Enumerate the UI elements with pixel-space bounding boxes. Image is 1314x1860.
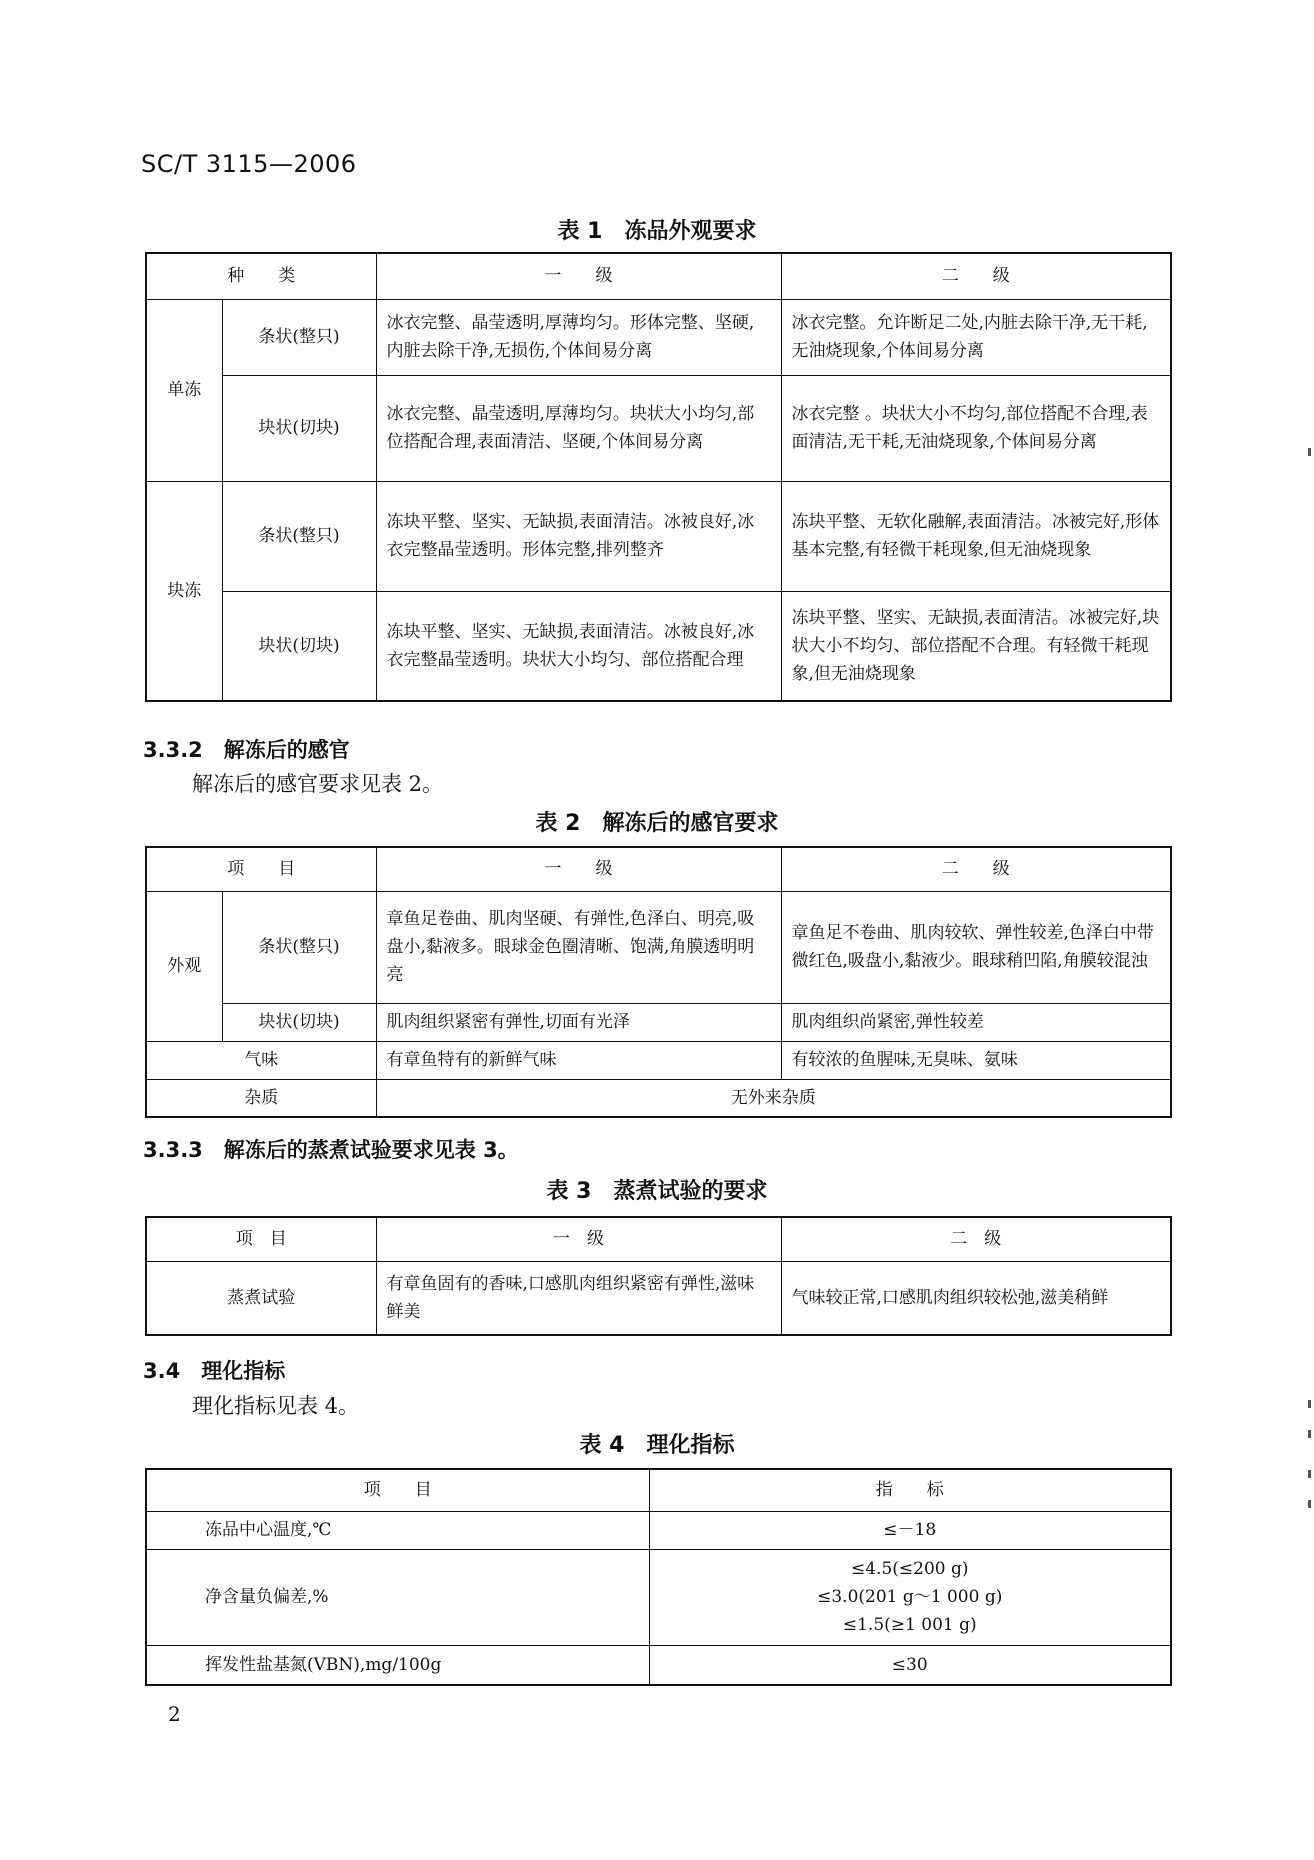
table4 xyxy=(145,1468,1172,1686)
table4-row-temp-value: ≤－18 xyxy=(649,1511,1171,1549)
table1-single-block-g2: 冰衣完整 。块状大小不均匀,部位搭配不合理,表面清洁,无干耗,无油烧现象,个体间易分离 xyxy=(781,375,1171,481)
table4-row-vbn-label: 挥发性盐基氮(VBN),mg/100g xyxy=(146,1645,649,1685)
scan-mark xyxy=(1308,1400,1311,1408)
table2-odor-g1: 有章鱼特有的新鲜气味 xyxy=(376,1041,781,1079)
table1-bulk-block-g1: 冻块平整、坚实、无缺损,表面清洁。冰被良好,冰衣完整晶莹透明。块状大小均匀、部位搭配合理 xyxy=(376,591,781,701)
table2-impurity-value: 无外来杂质 xyxy=(376,1079,1171,1117)
table2-block-g1: 肌肉组织紧密有弹性,切面有光泽 xyxy=(376,1003,781,1041)
table2-block-g2: 肌肉组织尚紧密,弹性较差 xyxy=(781,1003,1171,1041)
table2-strip-label: 条状(整只) xyxy=(222,891,376,1003)
table3 xyxy=(145,1216,1172,1336)
scan-mark xyxy=(1308,448,1311,456)
table1-head-grade2: 二 级 xyxy=(781,253,1171,299)
scan-mark xyxy=(1308,1430,1311,1438)
table1-single-strip-g1: 冰衣完整、晶莹透明,厚薄均匀。形体完整、坚硬,内脏去除干净,无损伤,个体间易分离 xyxy=(376,299,781,375)
standard-code: SC/T 3115—2006 xyxy=(141,150,357,178)
section-3-4-title: 3.4 理化指标 xyxy=(143,1359,286,1383)
net-value-2: ≤3.0(201 g～1 000 g) xyxy=(817,1587,1003,1607)
table1-group-bulk: 块冻 xyxy=(146,481,222,701)
table2-appearance: 外观 xyxy=(146,891,222,1041)
table1 xyxy=(145,252,1172,702)
table1-single-strip-g2: 冰衣完整。允许断足二处,内脏去除干净,无干耗,无油烧现象,个体间易分离 xyxy=(781,299,1171,375)
table1-bulk-block-g2: 冻块平整、坚实、无缺损,表面清洁。冰被完好,块状大小不均匀、部位搭配不合理。有轻微干耗现象,但无油烧现象 xyxy=(781,591,1171,701)
table2-block-label: 块状(切块) xyxy=(222,1003,376,1041)
table4-row-temp-label: 冻品中心温度,℃ xyxy=(146,1511,649,1549)
table1-caption: 表 1 冻品外观要求 xyxy=(557,219,757,244)
page-number: 2 xyxy=(168,1702,181,1726)
table4-caption: 表 4 理化指标 xyxy=(579,1433,735,1458)
table2-head-grade1: 一 级 xyxy=(376,847,781,891)
table1-bulk-strip-g1: 冻块平整、坚实、无缺损,表面清洁。冰被良好,冰衣完整晶莹透明。形体完整,排列整齐 xyxy=(376,481,781,591)
table2-odor-g2: 有较浓的鱼腥味,无臭味、氨味 xyxy=(781,1041,1171,1079)
table2-impurity-label: 杂质 xyxy=(146,1079,376,1117)
table1-single-block-label: 块状(切块) xyxy=(222,375,376,481)
table4-head-item: 项 目 xyxy=(146,1469,649,1511)
net-value-1: ≤4.5(≤200 g) xyxy=(850,1559,969,1579)
table1-bulk-strip-g2: 冻块平整、无软化融解,表面清洁。冰被完好,形体基本完整,有轻微干耗现象,但无油烧现象 xyxy=(781,481,1171,591)
section-3-3-3-title: 3.3.3 解冻后的蒸煮试验要求见表 3。 xyxy=(143,1138,519,1162)
section-3-3-2-title: 3.3.2 解冻后的感官 xyxy=(143,738,350,762)
table1-head-category: 种 类 xyxy=(146,253,376,299)
scan-mark xyxy=(1308,1470,1311,1478)
table3-head-grade1: 一 级 xyxy=(376,1217,781,1261)
table4-head-index: 指 标 xyxy=(649,1469,1171,1511)
table2-head-grade2: 二 级 xyxy=(781,847,1171,891)
table4-row-vbn-value: ≤30 xyxy=(649,1645,1171,1685)
table3-row-label: 蒸煮试验 xyxy=(146,1261,376,1335)
table2-caption: 表 2 解冻后的感官要求 xyxy=(535,811,779,836)
table1-group-single: 单冻 xyxy=(146,299,222,481)
table2-strip-g1: 章鱼足卷曲、肌肉坚硬、有弹性,色泽白、明亮,吸盘小,黏液多。眼球金色圈清晰、饱满,角膜透明明亮 xyxy=(376,891,781,1003)
scan-mark xyxy=(1308,1500,1311,1508)
table2 xyxy=(145,846,1172,1118)
table3-head-grade2: 二 级 xyxy=(781,1217,1171,1261)
table4-row-net-values xyxy=(649,1549,1171,1645)
table3-head-item: 项 目 xyxy=(146,1217,376,1261)
table3-row-g2: 气味较正常,口感肌肉组织较松弛,滋美稍鲜 xyxy=(781,1261,1171,1335)
table1-single-block-g1: 冰衣完整、晶莹透明,厚薄均匀。块状大小均匀,部位搭配合理,表面清洁、坚硬,个体间易分离 xyxy=(376,375,781,481)
table3-caption: 表 3 蒸煮试验的要求 xyxy=(546,1179,768,1204)
table2-head-item: 项 目 xyxy=(146,847,376,891)
table4-row-net-label: 净含量负偏差,% xyxy=(146,1549,649,1645)
table2-odor-label: 气味 xyxy=(146,1041,376,1079)
table1-head-grade1: 一 级 xyxy=(376,253,781,299)
table1-bulk-block-label: 块状(切块) xyxy=(222,591,376,701)
table3-row-g1: 有章鱼固有的香味,口感肌肉组织紧密有弹性,滋味鲜美 xyxy=(376,1261,781,1335)
table2-strip-g2: 章鱼足不卷曲、肌肉较软、弹性较差,色泽白中带微红色,吸盘小,黏液少。眼球稍凹陷,角膜较混浊 xyxy=(781,891,1171,1003)
section-3-3-2-text: 解冻后的感官要求见表 2。 xyxy=(192,772,444,796)
net-value-3: ≤1.5(≥1 001 g) xyxy=(842,1615,977,1635)
table1-single-strip-label: 条状(整只) xyxy=(222,299,376,375)
table1-bulk-strip-label: 条状(整只) xyxy=(222,481,376,591)
section-3-4-text: 理化指标见表 4。 xyxy=(192,1394,360,1418)
